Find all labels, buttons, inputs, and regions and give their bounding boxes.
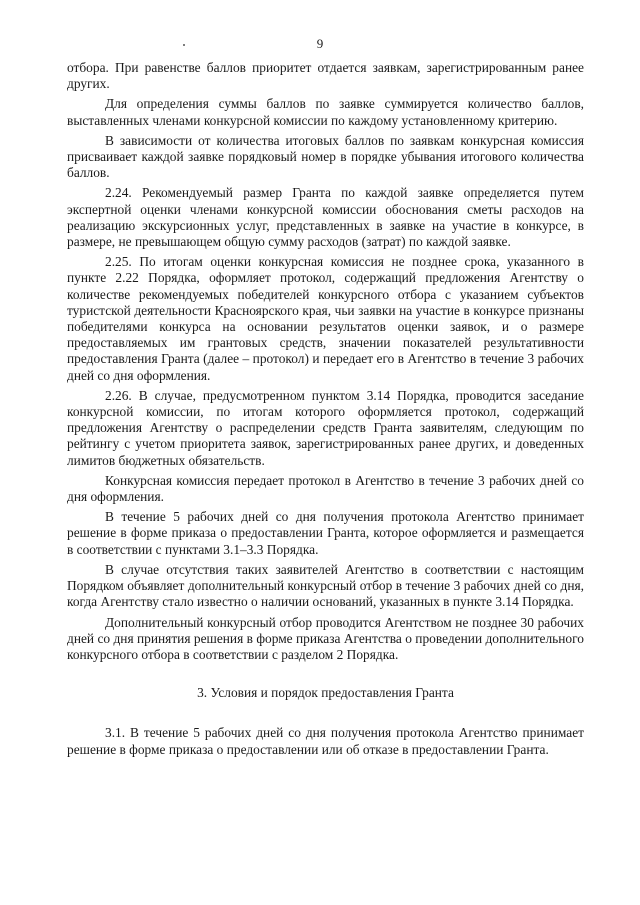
paragraph: В течение 5 рабочих дней со дня получения протокола Агентство принимает решение в форме приказа о предоставлении Гранта, которое оформляется и размещается в соответствии с пунктами 3.1–3.3 Порядка. (67, 509, 584, 557)
paragraph: Конкурсная комиссия передает протокол в Агентство в течение 3 рабочих дней со дня оформления. (67, 472, 584, 505)
paragraph: В случае отсутствия таких заявителей Агентство в соответствии с настоящим Порядком объявляет дополнительный конкурсный отбор в течение 3 рабочих дней со дня, когда Агентству стало известно о наличии оснований, указанных в пункте 3.14 Порядка. (67, 561, 584, 610)
document-body (67, 60, 584, 762)
clause-3-1: 3.1. В течение 5 рабочих дней со дня получения протокола Агентство принимает решение в форме приказа о предоставлении или об отказе в предоставлении Гранта. (67, 725, 584, 757)
paragraph: Для определения суммы баллов по заявке суммируется количество баллов, выставленных членами конкурсной комиссии по каждому установленному критерию. (67, 96, 584, 128)
scan-speck (183, 44, 185, 46)
paragraph: Дополнительный конкурсный отбор проводится Агентством не позднее 30 рабочих дней со дня принятия решения в форме приказа Агентства о проведении дополнительного конкурсного отбора в соответствии с разделом 2 Порядка. (67, 614, 584, 662)
section-heading: 3. Условия и порядок предоставления Гранта (197, 685, 454, 701)
clause-2-25: 2.25. По итогам оценки конкурсная комиссия не позднее срока, указанного в пункте 2.22 Порядка, оформляет протокол, содержащий предложения Агентству о количестве рекомендуемых победителей конкурсного отбора с указанием субъектов туристской деятельности Красноярского края, чьи заявки на участие в конкурсе признаны победителями конкурса на основании результатов оценки заявок, и о размере предоставляемых им грантовых средств, значении показателей результативности предоставления Гранта (далее – протокол) и передает его в Агентство в течение 3 рабочих дней со дня оформления. (67, 254, 584, 383)
clause-2-24: 2.24. Рекомендуемый размер Гранта по каждой заявке определяется путем экспертной оценки членами конкурсной комиссии обоснования сметы расходов на реализацию экскурсионных услуг, представленных в заявке на участие в конкурсе, в размере, не превышающем общую сумму расходов (затрат) по каждой заявке. (67, 185, 584, 250)
paragraph-continuation: отбора. При равенстве баллов приоритет отдается заявкам, зарегистрированным ранее других. (67, 60, 584, 92)
page-number: 9 (316, 36, 324, 51)
clause-2-26: 2.26. В случае, предусмотренном пунктом 3.14 Порядка, проводится заседание конкурсной комиссии, по итогам которого оформляется протокол, содержащий предложения Агентству о распределении средств Гранта заявителям, следующим по рейтингу с учетом приоритета заявок, зарегистрированных ранее других, и доведенных лимитов бюджетных обязательств. (67, 387, 584, 468)
paragraph: В зависимости от количества итоговых баллов по заявкам конкурсная комиссия присваивает каждой заявке порядковый номер в порядке убывания итогового количества баллов. (67, 132, 584, 181)
